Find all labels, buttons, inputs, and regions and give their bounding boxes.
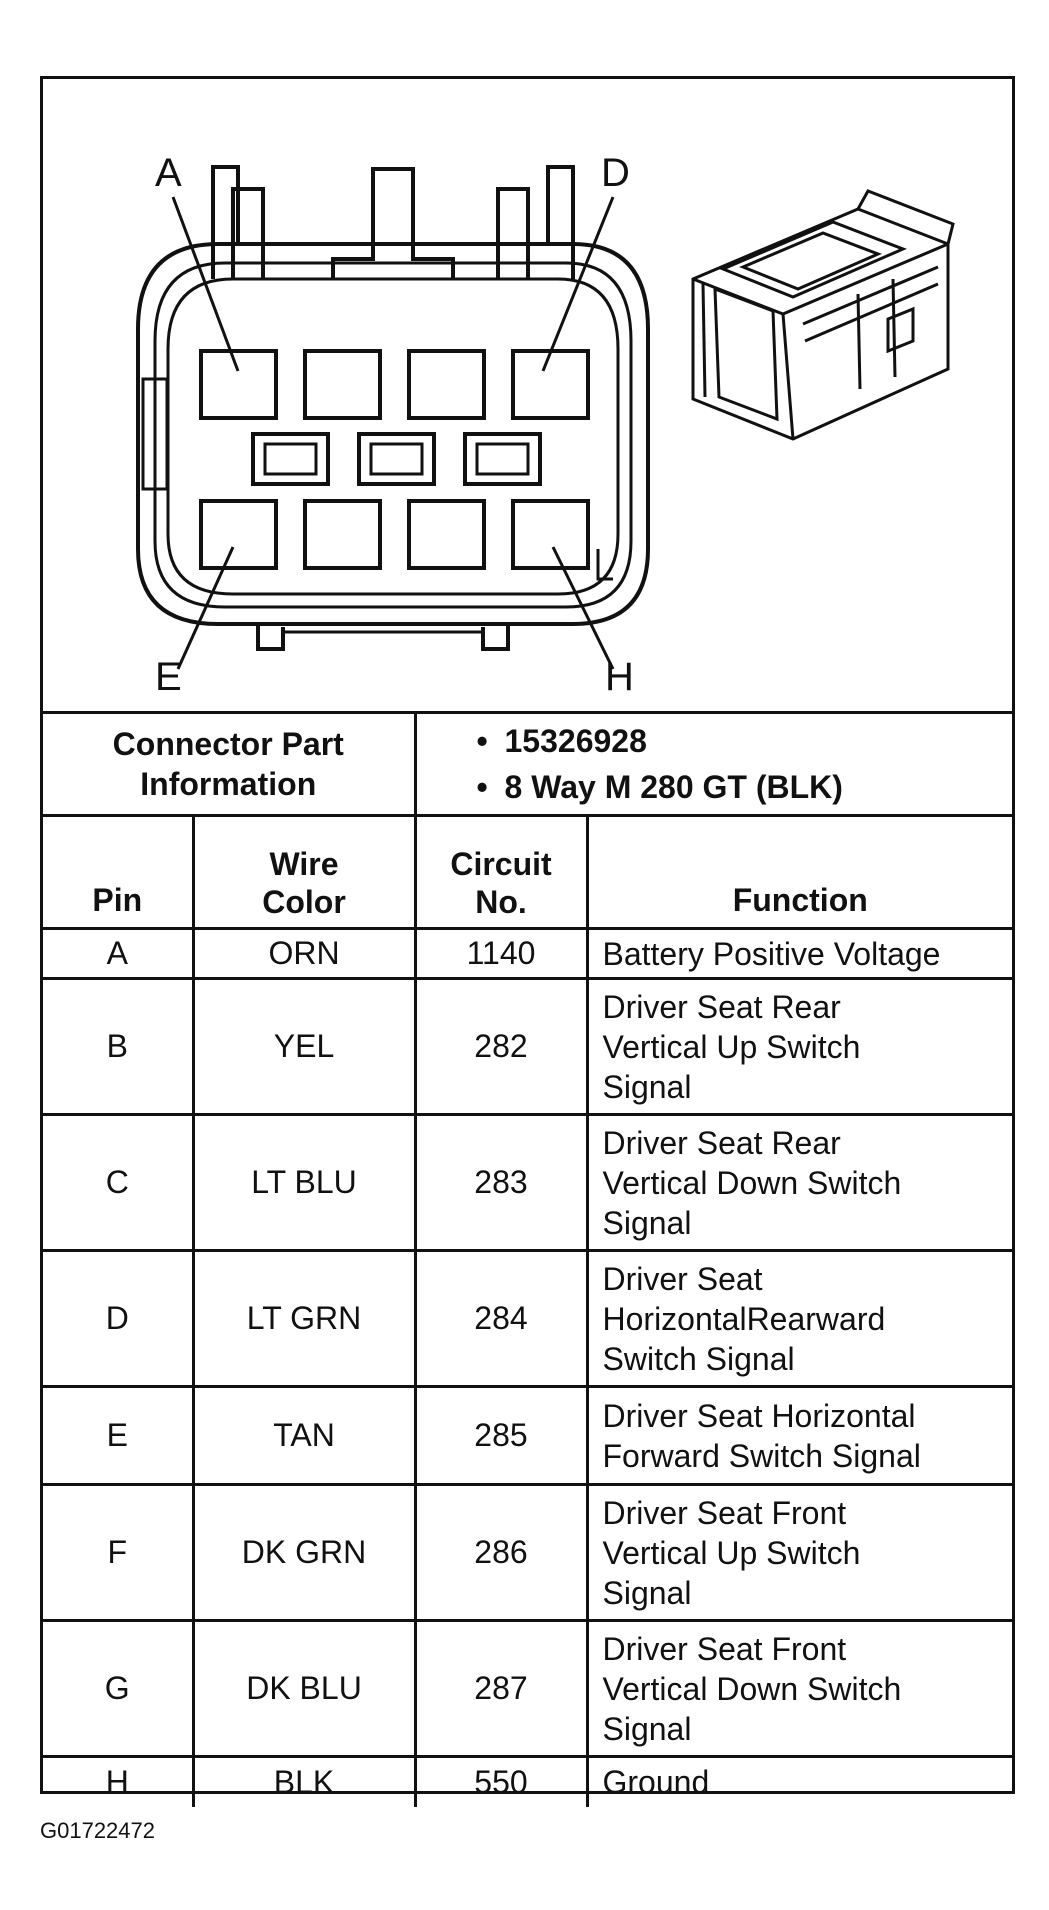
header-wire-line2: Color [262, 884, 346, 920]
function-line: HorizontalRearward [602, 1300, 886, 1337]
circuit-cell: 282 [415, 979, 587, 1115]
connector-info-label-line2: Information [140, 766, 317, 802]
header-circuit-line2: No. [475, 884, 527, 920]
wire-color-cell: YEL [193, 979, 415, 1115]
function-line: Driver Seat Rear [602, 988, 841, 1025]
function-line: Forward Switch Signal [602, 1437, 921, 1474]
function-line: Vertical Down Switch [602, 1670, 902, 1707]
connector-info-values [415, 713, 1012, 816]
wire-color-cell: ORN [193, 929, 415, 979]
function-cell [587, 979, 1012, 1115]
pin-cell: G [43, 1621, 193, 1757]
function-cell [587, 1387, 1012, 1485]
function-line: Vertical Up Switch [602, 1534, 861, 1571]
pin-cell: H [43, 1757, 193, 1807]
function-cell [587, 1251, 1012, 1387]
circuit-cell: 287 [415, 1621, 587, 1757]
function-line: Signal [602, 1068, 692, 1105]
header-pin: Pin [43, 816, 193, 929]
header-function: Function [587, 816, 1012, 929]
pinout-table [43, 711, 1012, 1807]
pin-label-d: D [601, 151, 630, 195]
function-line: Driver Seat Horizontal [602, 1397, 916, 1434]
function-cell [587, 1485, 1012, 1621]
part-number: 15326928 [504, 723, 647, 759]
table-row [43, 1757, 1012, 1807]
circuit-cell: 1140 [415, 929, 587, 979]
header-circuit-line1: Circuit [450, 846, 552, 882]
function-line: Signal [602, 1204, 692, 1241]
pin-label-a: A [155, 151, 182, 195]
circuit-cell: 283 [415, 1115, 587, 1251]
circuit-cell: 284 [415, 1251, 587, 1387]
header-circuit-no [415, 816, 587, 929]
part-number-item [477, 718, 1013, 764]
table-header-row [43, 816, 1012, 929]
bullet: • [476, 769, 488, 805]
connector-face-drawing [43, 79, 1012, 711]
figure-frame [40, 76, 1015, 1801]
function-line: Vertical Up Switch [602, 1028, 861, 1065]
pin-cell: C [43, 1115, 193, 1251]
function-line: Vertical Down Switch [602, 1164, 902, 1201]
connector-info-label-line1: Connector Part [112, 726, 344, 762]
bullet: • [476, 723, 488, 759]
wire-color-cell: BLK [193, 1757, 415, 1807]
function-line: Driver Seat Front [602, 1494, 847, 1531]
connector-info-row [43, 713, 1012, 816]
connector-diagram [43, 79, 1012, 711]
function-line: Signal [602, 1710, 692, 1747]
pin-label-e: E [155, 655, 182, 699]
table-row [43, 1251, 1012, 1387]
function-line: Switch Signal [602, 1340, 795, 1377]
circuit-cell: 285 [415, 1387, 587, 1485]
function-line: Ground [602, 1764, 710, 1801]
table-row [43, 929, 1012, 979]
connector-info-label [43, 713, 415, 816]
wire-color-cell: DK GRN [193, 1485, 415, 1621]
function-line: Signal [602, 1574, 692, 1611]
function-cell [587, 1621, 1012, 1757]
pin-cell: D [43, 1251, 193, 1387]
table-row [43, 979, 1012, 1115]
pin-rows [43, 929, 1012, 1807]
pin-cell: A [43, 929, 193, 979]
function-cell [587, 1757, 1012, 1807]
header-wire-line1: Wire [269, 846, 339, 882]
circuit-cell: 550 [415, 1757, 587, 1807]
wire-color-cell: LT GRN [193, 1251, 415, 1387]
wire-color-cell: DK BLU [193, 1621, 415, 1757]
connector-description: 8 Way M 280 GT (BLK) [504, 769, 843, 805]
table-row [43, 1115, 1012, 1251]
figure-id-caption: G01722472 [40, 1818, 155, 1843]
pin-cell: B [43, 979, 193, 1115]
table-row [43, 1387, 1012, 1485]
wire-color-cell: LT BLU [193, 1115, 415, 1251]
function-line: Battery Positive Voltage [602, 935, 941, 972]
function-line: Driver Seat Rear [602, 1124, 841, 1161]
function-cell [587, 1115, 1012, 1251]
function-cell [587, 929, 1012, 979]
wire-color-cell: TAN [193, 1387, 415, 1485]
pin-cell: E [43, 1387, 193, 1485]
pin-label-h: H [605, 655, 634, 699]
pin-cell: F [43, 1485, 193, 1621]
table-row [43, 1621, 1012, 1757]
table-row [43, 1485, 1012, 1621]
function-line: Driver Seat [602, 1260, 763, 1297]
circuit-cell: 286 [415, 1485, 587, 1621]
function-line: Driver Seat Front [602, 1630, 847, 1667]
connector-description-item [477, 764, 1013, 810]
header-wire-color [193, 816, 415, 929]
